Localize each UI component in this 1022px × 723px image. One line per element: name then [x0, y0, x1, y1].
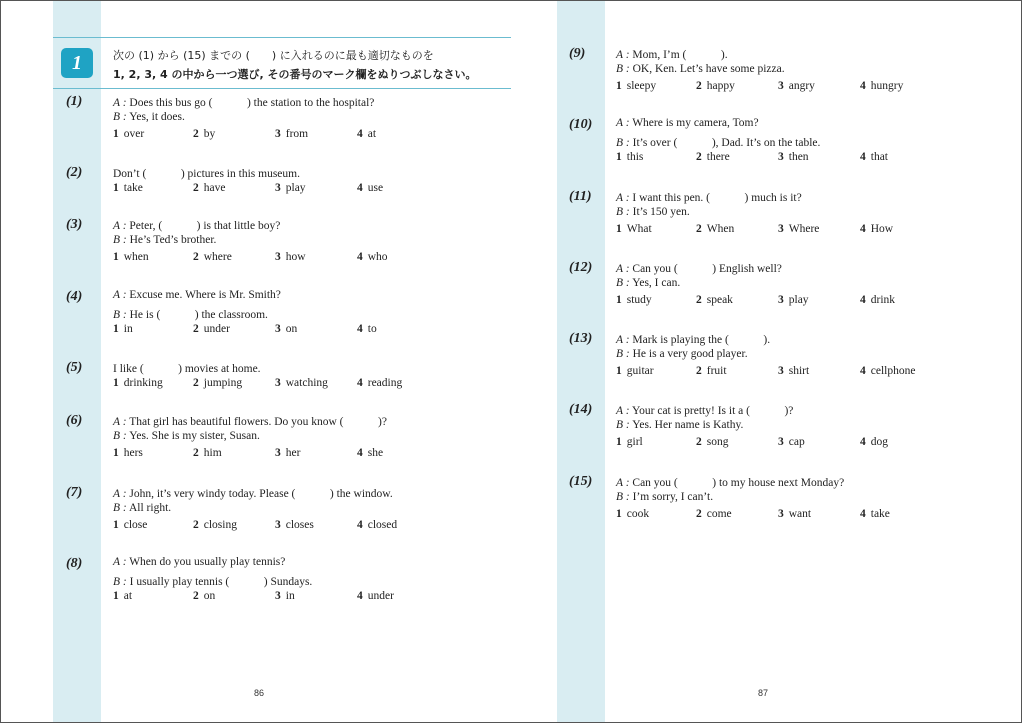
choice-text: fruit — [706, 365, 727, 377]
choice-text: cook — [626, 508, 650, 520]
dialogue-line — [616, 277, 680, 289]
question-number: (9) — [569, 46, 586, 61]
speaker-label: B : — [113, 234, 127, 246]
answer-choice-1[interactable] — [616, 223, 652, 235]
answer-choice-3[interactable] — [778, 80, 815, 92]
dialogue-text: He’s Ted’s brother. — [129, 234, 217, 246]
choice-text: in — [285, 590, 295, 602]
choice-text: over — [123, 128, 145, 140]
choice-text: that — [870, 151, 888, 163]
choice-text: guitar — [626, 365, 654, 377]
choice-text: when — [123, 251, 149, 263]
answer-choice-4[interactable] — [357, 128, 376, 140]
answer-choice-3[interactable] — [778, 294, 809, 306]
dialogue-text: I usually play tennis ( ) Sundays. — [129, 576, 313, 588]
choice-number: 2 — [193, 251, 199, 263]
dialogue-line — [616, 331, 770, 347]
choice-number: 1 — [616, 365, 622, 377]
dialogue-text: He is ( ) the classroom. — [129, 309, 268, 321]
choice-number: 4 — [357, 323, 363, 335]
dialogue-text: Where is my camera, Tom? — [632, 117, 759, 129]
choice-number: 3 — [778, 508, 784, 520]
question-number: (3) — [66, 217, 83, 232]
answer-choice-2[interactable] — [696, 365, 727, 377]
dialogue-line — [616, 189, 802, 205]
choice-text: closing — [203, 519, 237, 531]
choice-text: at — [367, 128, 377, 140]
choice-text: hungry — [870, 80, 904, 92]
answer-choice-3[interactable] — [275, 182, 306, 194]
choice-text: at — [123, 590, 133, 602]
choice-text: sleepy — [626, 80, 657, 92]
choice-number: 4 — [357, 377, 363, 389]
dialogue-line — [113, 573, 312, 589]
dialogue-line — [113, 289, 281, 301]
choice-text: on — [285, 323, 298, 335]
choice-number: 4 — [357, 519, 363, 531]
choice-text: on — [203, 590, 216, 602]
dialogue-text: It’s over ( ), Dad. It’s on the table. — [632, 137, 821, 149]
answer-choice-2[interactable] — [193, 447, 222, 459]
answer-choice-1[interactable] — [113, 128, 144, 140]
choice-number: 4 — [860, 508, 866, 520]
answer-choice-4[interactable] — [860, 80, 903, 92]
choice-number: 2 — [193, 377, 199, 389]
choice-text: she — [367, 447, 384, 459]
instruction-line-1: 次の (1) から (15) までの ( ) に入れるのに最も適切なものを — [113, 49, 434, 62]
dialogue-line — [113, 502, 171, 514]
right-margin-strip — [557, 1, 605, 722]
dialogue-line — [113, 306, 268, 322]
choice-number: 3 — [778, 365, 784, 377]
dialogue-text: Yes, it does. — [129, 111, 185, 123]
answer-choice-2[interactable] — [696, 294, 733, 306]
choice-text: cellphone — [870, 365, 916, 377]
answer-choice-4[interactable] — [860, 436, 888, 448]
choice-number: 4 — [357, 128, 363, 140]
choice-text: there — [706, 151, 730, 163]
choice-text: take — [123, 182, 143, 194]
choice-number: 2 — [696, 508, 702, 520]
answer-choice-4[interactable] — [357, 182, 383, 194]
dialogue-text: Don’t ( ) pictures in this museum. — [113, 168, 300, 180]
dialogue-text: Yes. Her name is Kathy. — [632, 419, 744, 431]
choice-number: 1 — [616, 80, 622, 92]
choice-text: dog — [870, 436, 888, 448]
choice-text: by — [203, 128, 216, 140]
answer-choice-2[interactable] — [193, 182, 225, 194]
choice-number: 3 — [275, 182, 281, 194]
choice-text: play — [285, 182, 306, 194]
speaker-label: B : — [616, 491, 630, 503]
answer-choice-4[interactable] — [357, 590, 394, 602]
choice-text: How — [870, 223, 894, 235]
answer-choice-2[interactable] — [696, 151, 730, 163]
question-number: (1) — [66, 94, 83, 109]
choice-text: in — [123, 323, 133, 335]
speaker-label: B : — [616, 63, 630, 75]
choice-text: drinking — [123, 377, 163, 389]
answer-choice-2[interactable] — [696, 223, 734, 235]
choice-text: want — [788, 508, 812, 520]
speaker-label: B : — [113, 430, 127, 442]
choice-text: reading — [367, 377, 403, 389]
answer-choice-1[interactable] — [113, 323, 133, 335]
answer-choice-4[interactable] — [357, 519, 397, 531]
dialogue-text: Yes, I can. — [632, 277, 681, 289]
choice-number: 2 — [193, 182, 199, 194]
speaker-label: B : — [113, 111, 127, 123]
dialogue-line — [616, 474, 844, 490]
choice-text: study — [626, 294, 652, 306]
choice-number: 2 — [696, 151, 702, 163]
speaker-label: A : — [113, 97, 127, 109]
choice-text: play — [788, 294, 809, 306]
choice-text: come — [706, 508, 732, 520]
dialogue-text: All right. — [128, 502, 172, 514]
speaker-label: A : — [616, 334, 630, 346]
answer-choice-1[interactable] — [616, 365, 654, 377]
question-number: (14) — [569, 402, 593, 417]
choice-text: this — [626, 151, 644, 163]
dialogue-line — [616, 46, 728, 62]
choice-number: 2 — [193, 590, 199, 602]
dialogue-text: Your cat is pretty! Is it a ( )? — [631, 405, 794, 417]
answer-choice-4[interactable] — [357, 377, 402, 389]
answer-choice-2[interactable] — [193, 251, 232, 263]
answer-choice-1[interactable] — [113, 519, 147, 531]
dialogue-line — [616, 206, 690, 218]
speaker-label: A : — [113, 556, 127, 568]
speaker-label: B : — [616, 277, 630, 289]
choice-text: angry — [788, 80, 815, 92]
dialogue-line — [113, 413, 387, 429]
answer-choice-3[interactable] — [275, 590, 295, 602]
dialogue-text: It’s 150 yen. — [632, 206, 690, 218]
choice-number: 4 — [860, 151, 866, 163]
answer-choice-2[interactable] — [696, 80, 735, 92]
choice-number: 1 — [616, 223, 622, 235]
dialogue-text: Mom, I’m ( ). — [632, 49, 728, 61]
choice-number: 3 — [778, 223, 784, 235]
dialogue-text: When do you usually play tennis? — [129, 556, 286, 568]
choice-text: hers — [123, 447, 143, 459]
choice-text: song — [706, 436, 729, 448]
answer-choice-4[interactable] — [357, 251, 388, 263]
dialogue-line — [113, 430, 260, 442]
answer-choice-4[interactable] — [860, 151, 888, 163]
answer-choice-1[interactable] — [113, 251, 149, 263]
dialogue-line — [616, 348, 748, 360]
dialogue-text: I like ( ) movies at home. — [113, 363, 261, 375]
dialogue-line — [616, 63, 785, 75]
question-number: (7) — [66, 485, 83, 500]
speaker-label: A : — [113, 488, 127, 500]
choice-text: Where — [788, 223, 820, 235]
choice-number: 2 — [193, 519, 199, 531]
dialogue-line — [113, 360, 261, 376]
question-number: (13) — [569, 331, 593, 346]
choice-number: 2 — [696, 80, 702, 92]
choice-text: where — [203, 251, 232, 263]
page-number-right: 87 — [758, 688, 769, 698]
answer-choice-1[interactable] — [616, 80, 656, 92]
question-number: (15) — [569, 474, 593, 489]
choice-text: to — [367, 323, 377, 335]
answer-choice-1[interactable] — [616, 294, 652, 306]
dialogue-text: Mark is playing the ( ). — [632, 334, 771, 346]
answer-choice-4[interactable] — [860, 223, 893, 235]
speaker-label: A : — [616, 263, 630, 275]
answer-choice-4[interactable] — [860, 508, 890, 520]
choice-number: 1 — [113, 323, 119, 335]
choice-text: When — [706, 223, 735, 235]
choice-number: 3 — [778, 151, 784, 163]
answer-choice-4[interactable] — [860, 365, 915, 377]
answer-choice-1[interactable] — [616, 436, 643, 448]
dialogue-line — [113, 234, 216, 246]
answer-choice-2[interactable] — [193, 128, 215, 140]
dialogue-line — [113, 217, 280, 233]
speaker-label: A : — [113, 289, 127, 301]
choice-number: 4 — [357, 251, 363, 263]
choice-number: 3 — [275, 323, 281, 335]
answer-choice-2[interactable] — [193, 377, 242, 389]
speaker-label: A : — [616, 405, 630, 417]
answer-choice-2[interactable] — [193, 519, 237, 531]
dialogue-text: John, it’s very windy today. Please ( ) the window. — [129, 488, 393, 500]
choice-text: under — [203, 323, 230, 335]
dialogue-text: I want this pen. ( ) much is it? — [632, 192, 802, 204]
choice-number: 1 — [113, 251, 119, 263]
dialogue-text: That girl has beautiful flowers. Do you know ( )? — [129, 416, 387, 428]
choice-text: her — [285, 447, 301, 459]
dialogue-text: Can you ( ) to my house next Monday? — [632, 477, 845, 489]
question-number: (4) — [66, 289, 83, 304]
choice-number: 1 — [616, 436, 622, 448]
choice-number: 4 — [860, 223, 866, 235]
dialogue-line — [616, 419, 743, 431]
dialogue-text: He is a very good player. — [632, 348, 748, 360]
choice-text: shirt — [788, 365, 810, 377]
answer-choice-4[interactable] — [357, 323, 377, 335]
choice-text: from — [285, 128, 309, 140]
choice-number: 1 — [113, 519, 119, 531]
speaker-label: A : — [113, 220, 127, 232]
choice-text: speak — [706, 294, 733, 306]
answer-choice-1[interactable] — [113, 377, 163, 389]
dialogue-line — [616, 134, 820, 150]
answer-choice-3[interactable] — [778, 365, 809, 377]
choice-text: closed — [367, 519, 398, 531]
answer-choice-3[interactable] — [778, 436, 805, 448]
answer-choice-4[interactable] — [860, 294, 895, 306]
choice-text: What — [626, 223, 652, 235]
choice-number: 3 — [275, 519, 281, 531]
choice-text: then — [788, 151, 809, 163]
choice-text: use — [367, 182, 384, 194]
answer-choice-2[interactable] — [193, 323, 230, 335]
answer-choice-1[interactable] — [113, 182, 143, 194]
choice-text: how — [285, 251, 306, 263]
choice-number: 3 — [275, 251, 281, 263]
speaker-label: A : — [616, 192, 630, 204]
choice-text: him — [203, 447, 222, 459]
choice-number: 1 — [616, 294, 622, 306]
dialogue-text: Yes. She is my sister, Susan. — [129, 430, 260, 442]
choice-text: close — [123, 519, 148, 531]
question-number: (2) — [66, 165, 83, 180]
question-number: (11) — [569, 189, 592, 204]
choice-text: under — [367, 590, 394, 602]
choice-number: 3 — [778, 294, 784, 306]
answer-choice-1[interactable] — [616, 508, 649, 520]
answer-choice-3[interactable] — [275, 519, 314, 531]
section-header — [53, 37, 511, 89]
dialogue-line — [616, 260, 782, 276]
dialogue-text: Does this bus go ( ) the station to the hospital? — [129, 97, 375, 109]
answer-choice-2[interactable] — [193, 590, 215, 602]
answer-choice-3[interactable] — [275, 447, 300, 459]
speaker-label: B : — [113, 502, 127, 514]
dialogue-line — [616, 117, 759, 129]
dialogue-text: Excuse me. Where is Mr. Smith? — [129, 289, 281, 301]
choice-number: 4 — [357, 590, 363, 602]
answer-choice-4[interactable] — [357, 447, 383, 459]
question-number: (8) — [66, 556, 83, 571]
speaker-label: A : — [616, 117, 630, 129]
choice-text: girl — [626, 436, 643, 448]
choice-number: 1 — [113, 377, 119, 389]
choice-number: 2 — [696, 223, 702, 235]
choice-text: happy — [706, 80, 735, 92]
speaker-label: A : — [616, 49, 630, 61]
dialogue-line — [616, 491, 713, 503]
dialogue-line — [616, 402, 793, 418]
choice-number: 4 — [860, 436, 866, 448]
choice-number: 2 — [696, 365, 702, 377]
answer-choice-2[interactable] — [696, 508, 732, 520]
answer-choice-2[interactable] — [696, 436, 728, 448]
choice-number: 4 — [357, 447, 363, 459]
choice-text: watching — [285, 377, 328, 389]
choice-number: 2 — [696, 436, 702, 448]
answer-choice-3[interactable] — [275, 377, 328, 389]
choice-number: 2 — [193, 323, 199, 335]
choice-number: 3 — [778, 436, 784, 448]
speaker-label: B : — [113, 576, 127, 588]
choice-number: 1 — [113, 128, 119, 140]
question-number: (5) — [66, 360, 83, 375]
answer-choice-3[interactable] — [275, 251, 306, 263]
choice-number: 1 — [113, 590, 119, 602]
instruction-line-2: 1, 2, 3, 4 の中から一つ選び, その番号のマーク欄をぬりつぶしなさい。 — [113, 68, 477, 81]
answer-choice-3[interactable] — [275, 323, 297, 335]
speaker-label: B : — [616, 206, 630, 218]
dialogue-line — [113, 111, 185, 123]
answer-choice-1[interactable] — [616, 151, 643, 163]
choice-number: 3 — [778, 80, 784, 92]
choice-text: cap — [788, 436, 805, 448]
choice-text: drink — [870, 294, 896, 306]
choice-number: 4 — [860, 294, 866, 306]
dialogue-text: Can you ( ) English well? — [632, 263, 782, 275]
choice-text: who — [367, 251, 388, 263]
choice-number: 3 — [275, 377, 281, 389]
choice-number: 3 — [275, 590, 281, 602]
speaker-label: B : — [616, 137, 630, 149]
speaker-label: B : — [616, 419, 630, 431]
answer-choice-3[interactable] — [778, 223, 819, 235]
choice-number: 1 — [113, 447, 119, 459]
choice-number: 4 — [357, 182, 363, 194]
speaker-label: B : — [113, 309, 127, 321]
choice-text: have — [203, 182, 226, 194]
question-number: (12) — [569, 260, 593, 275]
choice-number: 2 — [193, 128, 199, 140]
dialogue-line — [113, 165, 300, 181]
dialogue-line — [113, 485, 393, 501]
choice-text: jumping — [203, 377, 243, 389]
choice-number: 4 — [860, 80, 866, 92]
answer-choice-3[interactable] — [778, 508, 811, 520]
answer-choice-1[interactable] — [113, 590, 132, 602]
choice-number: 1 — [113, 182, 119, 194]
dialogue-text: OK, Ken. Let’s have some pizza. — [632, 63, 785, 75]
dialogue-line — [113, 556, 285, 568]
dialogue-line — [113, 94, 374, 110]
choice-text: closes — [285, 519, 314, 531]
speaker-label: B : — [616, 348, 630, 360]
question-number: (6) — [66, 413, 83, 428]
choice-number: 3 — [275, 128, 281, 140]
choice-number: 2 — [696, 294, 702, 306]
speaker-label: A : — [616, 477, 630, 489]
dialogue-text: Peter, ( ) is that little boy? — [129, 220, 281, 232]
choice-number: 4 — [860, 365, 866, 377]
choice-text: take — [870, 508, 890, 520]
choice-number: 1 — [616, 508, 622, 520]
answer-choice-3[interactable] — [275, 128, 308, 140]
dialogue-text: I’m sorry, I can’t. — [632, 491, 714, 503]
choice-number: 3 — [275, 447, 281, 459]
page-number-left: 86 — [254, 688, 265, 698]
section-number-badge: 1 — [61, 48, 93, 78]
answer-choice-1[interactable] — [113, 447, 143, 459]
question-number: (10) — [569, 117, 593, 132]
choice-number: 2 — [193, 447, 199, 459]
speaker-label: A : — [113, 416, 127, 428]
answer-choice-3[interactable] — [778, 151, 809, 163]
choice-number: 1 — [616, 151, 622, 163]
